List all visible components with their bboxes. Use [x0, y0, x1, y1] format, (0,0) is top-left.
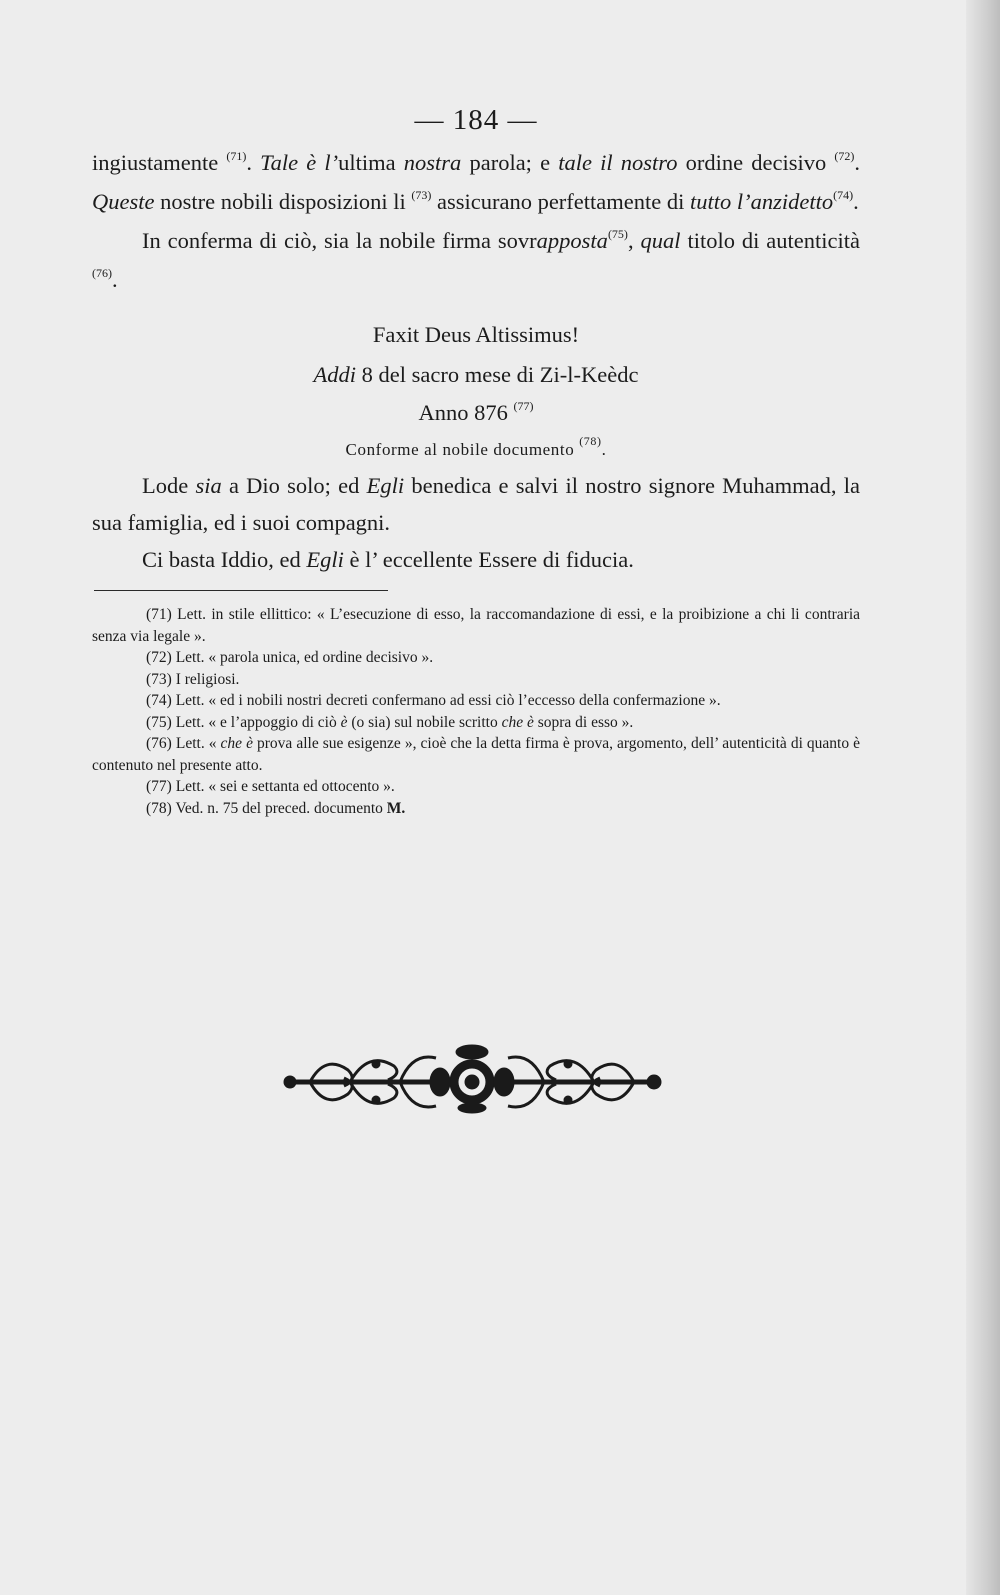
- footnote-73: (73) I religiosi.: [146, 670, 240, 688]
- paragraph-1: ingiustamente $^{(71)}$. Tale è l’ultima nostra parola; e tale il nostro ordine decisivo $^{(72)}$. Queste nostre nobili disposizioni li $^{(73)}$ assicurano perfettamente di tutto l’anzidetto$^{(74)}$.: [92, 149, 861, 214]
- page-number: — 184 —: [414, 104, 538, 136]
- footnote-72: (72) Lett. « parola unica, ed ordine decisivo ».: [146, 649, 434, 666]
- footnote-ref-76[interactable]: (76): [92, 266, 112, 280]
- paragraph-2: In conferma di ciò, sia la nobile firma sovrapposta$^{(75)}$, qual titolo di autenticità $^{(76)}$.: [92, 227, 861, 292]
- footnote-78: (78) Ved. n. 75 del preced. documento M.: [146, 799, 406, 817]
- footnote-77: (77) Lett. « sei e settanta ed ottocento ».: [146, 778, 395, 795]
- footnotes: [92, 604, 860, 819]
- footnote-ref-72[interactable]: (72): [834, 149, 855, 163]
- footnote-ref-77[interactable]: (77): [513, 399, 534, 413]
- year-line: Anno 876 $^{(77)}$: [418, 399, 534, 425]
- footnote-separator: [94, 590, 388, 591]
- footnote-ref-73[interactable]: (73): [411, 188, 432, 202]
- footnote-ref-71[interactable]: (71): [226, 149, 247, 163]
- main-text: [92, 143, 860, 299]
- footnote-76: (76) Lett. « che è prova alle sue esigenze », cioè che la detta firma è prova, argomento, dell’ autenticità di quanto è contenuto nel presente atto.: [92, 735, 861, 774]
- decorative-ornament-icon: [280, 1042, 664, 1114]
- conforme-line: Conforme al nobile documento $^{(78)}$.: [345, 434, 607, 459]
- date-line: Addi 8 del sacro mese di Zi-l-Keèdc: [313, 362, 639, 387]
- footnote-ref-78[interactable]: (78): [579, 434, 602, 448]
- footnote-74: (74) Lett. « ed i nobili nostri decreti confermano ad essi ciò l’eccesso della confermazione ».: [146, 692, 721, 709]
- footnote-75: (75) Lett. « e l’appoggio di ciò è (o sia) sul nobile scritto che è sopra di esso ».: [146, 713, 634, 731]
- footnote-71: (71) Lett. in stile ellittico: « L’esecuzione di esso, la raccomandazione di essi, e la proibizione a chi li contraria senza via legale ».: [92, 606, 861, 645]
- faxit-line: Faxit Deus Altissimus!: [372, 322, 580, 347]
- paragraph-4: Ci basta Iddio, ed Egli è l’ eccellente Essere di fiducia.: [142, 547, 634, 572]
- paragraph-3: Lode sia a Dio solo; ed Egli benedica e salvi il nostro signore Muhammad, la sua famiglia, ed i suoi compagni.: [92, 473, 861, 535]
- footnote-ref-75[interactable]: (75): [607, 227, 628, 241]
- page-edge-shadow: [966, 0, 1000, 1595]
- closing-text: [92, 467, 860, 578]
- footnote-ref-74[interactable]: (74): [833, 188, 854, 202]
